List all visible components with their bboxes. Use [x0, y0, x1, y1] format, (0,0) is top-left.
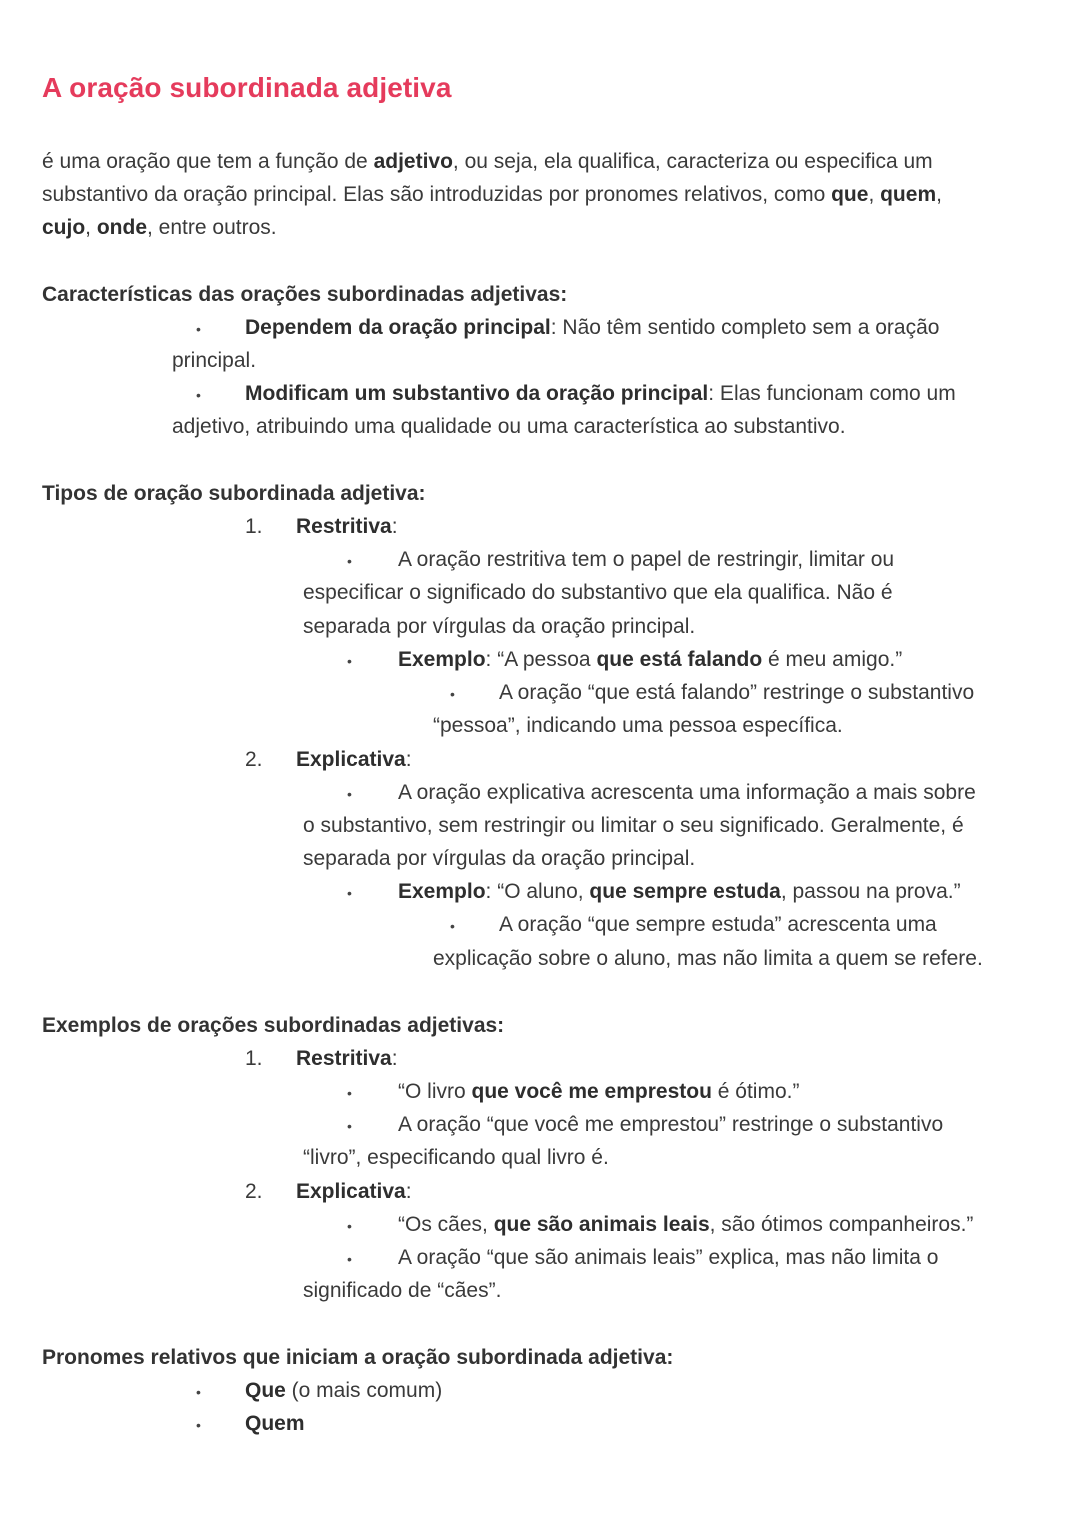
bullet-icon: • — [347, 653, 352, 669]
desc-line: A oração explicativa acrescenta uma informação a mais sobre — [398, 781, 976, 804]
list-item — [245, 314, 939, 342]
colon: : — [405, 748, 412, 771]
section-heading-caracteristicas: Características das orações subordinadas adjetivas: — [42, 283, 568, 306]
quote-text: “Os cães, — [398, 1213, 494, 1236]
example-label: Exemplo — [398, 648, 486, 671]
bullet-icon: • — [347, 1118, 352, 1134]
intro-bold: cujo — [42, 216, 86, 239]
list-number: 2. — [245, 748, 263, 771]
bullet-icon: • — [347, 1085, 352, 1101]
section-heading-pronomes: Pronomes relativos que iniciam a oração subordinada adjetiva: — [42, 1346, 674, 1369]
list-item — [245, 1377, 442, 1405]
quote-bold: que são animais leais — [493, 1213, 710, 1236]
bullet-icon: • — [196, 1384, 201, 1400]
intro-line-2 — [42, 181, 942, 209]
colon: : — [405, 1180, 412, 1203]
page-title: A oração subordinada adjetiva — [42, 72, 452, 103]
type-label-explicativa — [296, 746, 412, 774]
type-label: Explicativa — [296, 748, 406, 771]
bullet-icon: • — [196, 321, 201, 337]
intro-text: , ou seja, ela qualifica, caracteriza ou especifica um — [452, 150, 933, 173]
example-line — [398, 878, 961, 906]
intro-line-1 — [42, 148, 933, 176]
intro-bold: onde — [96, 216, 148, 239]
intro-bold: quem — [880, 183, 937, 206]
intro-text: , — [936, 183, 942, 206]
sub-line: A oração “que sempre estuda” acrescenta uma — [499, 913, 937, 936]
note-line: A oração “que são animais leais” explica, mas não limita o — [398, 1246, 939, 1269]
bullet-icon: • — [347, 1218, 352, 1234]
note-line: A oração “que você me emprestou” restringe o substantivo — [398, 1113, 944, 1136]
desc-line: o substantivo, sem restringir ou limitar o seu significado. Geralmente, é — [303, 814, 964, 837]
list-number: 2. — [245, 1180, 263, 1203]
example-line — [398, 646, 902, 674]
quote-text: , são ótimos companheiros.” — [709, 1213, 974, 1236]
example-text: : “O aluno, — [485, 880, 590, 903]
colon: : — [391, 515, 398, 538]
intro-text: , — [868, 183, 881, 206]
quote-bold: que você me emprestou — [471, 1080, 712, 1103]
example-text: : “A pessoa — [485, 648, 597, 671]
quote-text: é ótimo.” — [711, 1080, 800, 1103]
type-label: Restritiva — [296, 1047, 392, 1070]
desc-line: separada por vírgulas da oração principal. — [303, 847, 696, 870]
quote-line — [398, 1211, 973, 1239]
example-type-explicativa — [296, 1178, 412, 1206]
note-line: significado de “cães”. — [303, 1279, 502, 1302]
item-bold: Quem — [245, 1412, 305, 1435]
example-text: é meu amigo.” — [762, 648, 903, 671]
example-label: Exemplo — [398, 880, 486, 903]
intro-line-3 — [42, 214, 277, 242]
item-bold: Dependem da oração principal — [245, 316, 551, 339]
desc-line: separada por vírgulas da oração principal. — [303, 615, 696, 638]
item-bold: Que — [245, 1379, 286, 1402]
item-text: : Não têm sentido completo sem a oração — [550, 316, 940, 339]
list-number: 1. — [245, 515, 263, 538]
example-type-restritiva — [296, 1045, 398, 1073]
bullet-icon: • — [347, 786, 352, 802]
quote-line — [398, 1078, 799, 1106]
bullet-icon: • — [347, 885, 352, 901]
intro-text: é uma oração que tem a função de — [42, 150, 374, 173]
desc-line: A oração restritiva tem o papel de restringir, limitar ou — [398, 548, 895, 571]
quote-text: “O livro — [398, 1080, 472, 1103]
type-label-restritiva — [296, 513, 398, 541]
list-item — [245, 380, 956, 408]
example-text: , passou na prova.” — [780, 880, 961, 903]
intro-bold: adjetivo — [373, 150, 453, 173]
section-heading-exemplos: Exemplos de orações subordinadas adjetivas: — [42, 1014, 505, 1037]
example-bold: que está falando — [596, 648, 763, 671]
list-item-continuation: principal. — [172, 349, 257, 372]
bullet-icon: • — [196, 1417, 201, 1433]
sub-line: explicação sobre o aluno, mas não limita a quem se refere. — [433, 947, 983, 970]
type-label: Explicativa — [296, 1180, 406, 1203]
example-bold: que sempre estuda — [589, 880, 781, 903]
item-text: (o mais comum) — [285, 1379, 443, 1402]
bullet-icon: • — [347, 553, 352, 569]
intro-text: , — [85, 216, 97, 239]
intro-bold: que — [831, 183, 869, 206]
bullet-icon: • — [450, 918, 455, 934]
intro-text: , entre outros. — [147, 216, 277, 239]
sub-line: A oração “que está falando” restringe o substantivo — [499, 681, 975, 704]
section-heading-tipos: Tipos de oração subordinada adjetiva: — [42, 482, 426, 505]
list-item — [245, 1410, 305, 1438]
list-number: 1. — [245, 1047, 263, 1070]
item-bold: Modificam um substantivo da oração principal — [245, 382, 709, 405]
intro-text: substantivo da oração principal. Elas são introduzidas por pronomes relativos, como — [42, 183, 832, 206]
list-item-continuation: adjetivo, atribuindo uma qualidade ou uma característica ao substantivo. — [172, 415, 846, 438]
bullet-icon: • — [347, 1251, 352, 1267]
note-line: “livro”, especificando qual livro é. — [303, 1146, 609, 1169]
item-text: : Elas funcionam como um — [708, 382, 956, 405]
sub-line: “pessoa”, indicando uma pessoa específica. — [433, 714, 843, 737]
colon: : — [391, 1047, 398, 1070]
desc-line: especificar o significado do substantivo que ela qualifica. Não é — [303, 581, 893, 604]
bullet-icon: • — [196, 387, 201, 403]
bullet-icon: • — [450, 686, 455, 702]
type-label: Restritiva — [296, 515, 392, 538]
